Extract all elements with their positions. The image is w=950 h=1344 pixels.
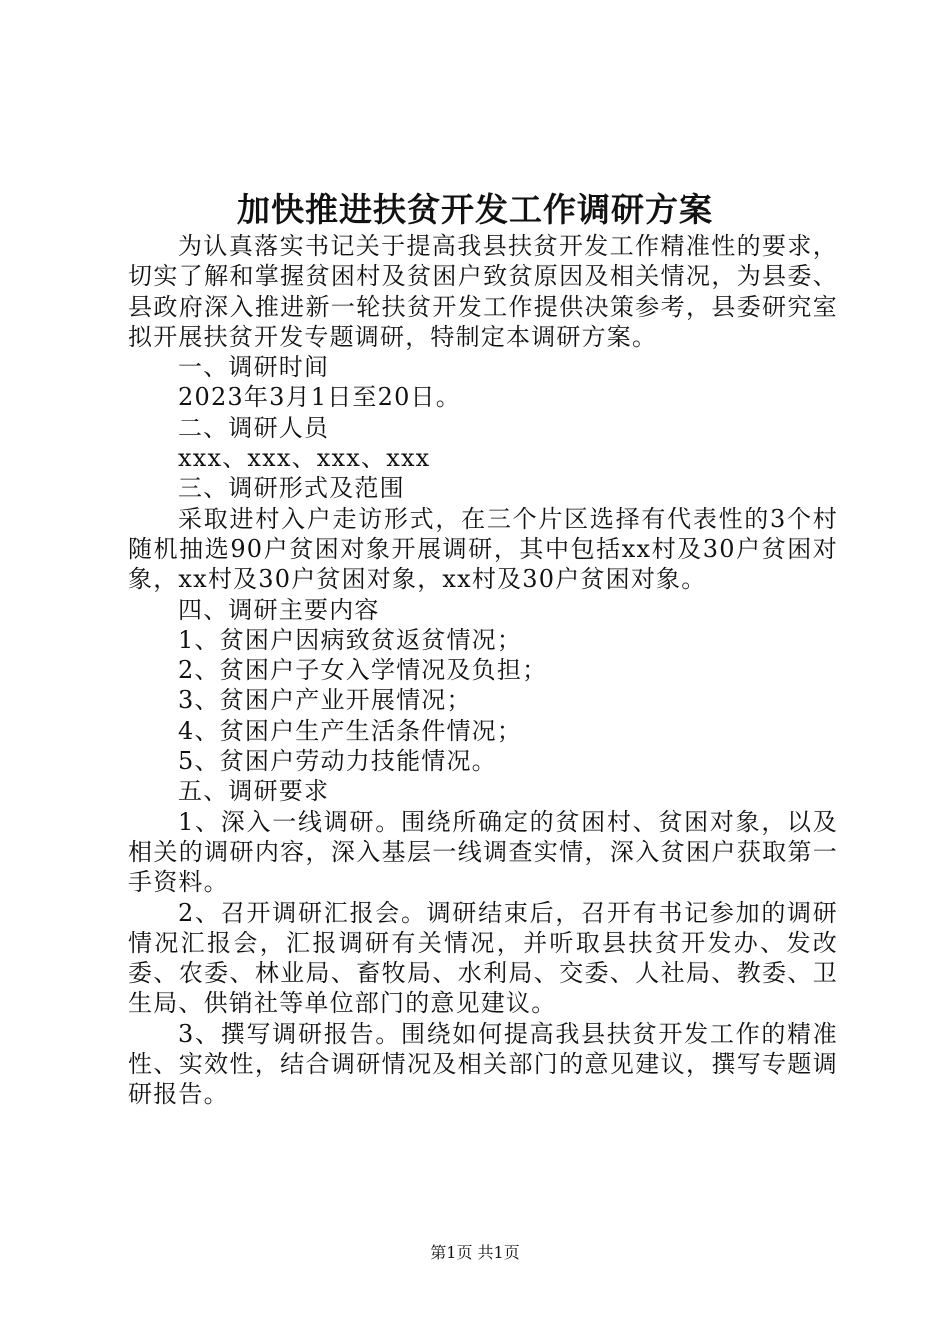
content-item: 3、贫困户产业开展情况； [178,686,472,715]
content-item: 5、贫困户劳动力技能情况。 [178,747,497,776]
section-heading-requirements: 五、调研要求 [178,777,330,806]
section-heading-form-scope: 三、调研形式及范围 [178,474,405,503]
section-heading-personnel: 二、调研人员 [178,413,330,442]
page-number-footer: 第1页 共1页 [430,1243,520,1262]
section-heading-content: 四、调研主要内容 [178,595,380,624]
requirement-paragraph: 1、深入一线调研。围绕所确定的贫困村、贫困对象，以及相关的调研内容，深入基层一线调查实情，深入贫困户获取第一手资料。 [128,807,838,897]
content-item: 4、贫困户生产生活条件情况； [178,716,523,745]
personnel-paragraph: xxx、xxx、xxx、xxx [178,444,431,473]
requirement-paragraph: 3、撰写调研报告。围绕如何提高我县扶贫开发工作的精准性、实效性，结合调研情况及相关部门的意见建议，撰写专题调研报告。 [128,1019,838,1109]
content-item: 1、贫困户因病致贫返贫情况； [178,625,523,654]
content-item: 2、贫困户子女入学情况及负担； [178,656,548,685]
document-title: 加快推进扶贫开发工作调研方案 [237,190,713,229]
intro-paragraph: 为认真落实书记关于提高我县扶贫开发工作精准性的要求，切实了解和掌握贫困村及贫困户致贫原因及相关情况，为县委、县政府深入推进新一轮扶贫开发工作提供决策参考，县委研究室拟开展扶贫开发专题调研，特制定本调研方案。 [128,232,838,351]
document-body [128,231,838,1110]
requirement-paragraph: 2、召开调研汇报会。调研结束后，召开有书记参加的调研情况汇报会，汇报调研有关情况，并听取县扶贫开发办、发改委、农委、林业局、畜牧局、水利局、交委、人社局、教委、卫生局、供销社等单位部门的意见建议。 [128,898,838,1018]
time-paragraph: 2023年3月1日至20日。 [178,383,461,412]
form-scope-paragraph: 采取进村入户走访形式，在三个片区选择有代表性的3个村随机抽选90户贫困对象开展调研，其中包括xx村及30户贫困对象，xx村及30户贫困对象，xx村及30户贫困对象。 [128,504,838,594]
section-heading-time: 一、调研时间 [178,353,330,382]
